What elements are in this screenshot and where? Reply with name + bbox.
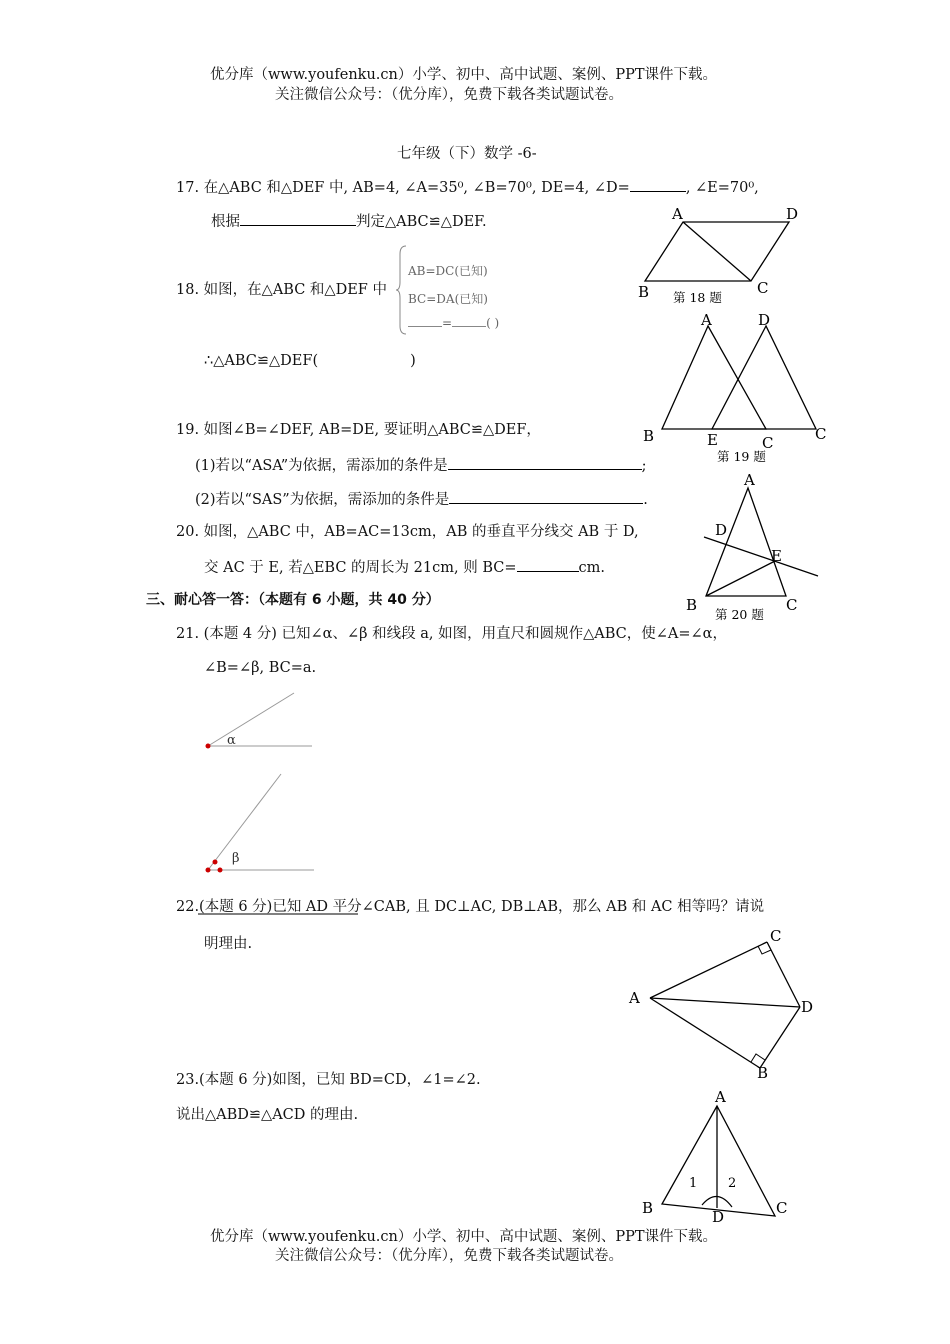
fig19-label-f: C — [815, 425, 827, 443]
q19-part-1 — [195, 455, 647, 475]
question-18: 18. 如图，在△ABC 和△DEF 中 — [176, 282, 387, 298]
fig18-caption: 第 18 题 — [673, 290, 722, 305]
q19-blank-asa[interactable] — [448, 455, 642, 470]
footer-line-1: 优分库（www.youfenku.cn）小学、初中、高中试题、案例、PPT课件下载。 — [210, 1229, 718, 1245]
question-19: 19. 如图∠B=∠DEF, AB=DE, 要证明△ABC≌△DEF， — [176, 422, 541, 438]
q19-part-2 — [195, 489, 648, 509]
question-22-line-2: 明理由. — [204, 936, 253, 952]
fig20-label-b: B — [686, 596, 698, 614]
q19-blank-sas[interactable] — [449, 489, 643, 504]
question-21-line-2: ∠B=∠β, BC=a. — [204, 660, 317, 676]
figure-22 — [620, 922, 830, 1084]
q17-blank-criterion[interactable] — [240, 211, 356, 226]
q20-text-2b: cm. — [578, 560, 605, 576]
fig22-label-b: B — [757, 1064, 769, 1082]
footer-line-2: 关注微信公众号：（优分库），免费下载各类试题试卷。 — [275, 1248, 623, 1264]
q19-part-2-end: . — [643, 492, 648, 508]
header-line-2: 关注微信公众号：（优分库），免费下载各类试题试卷。 — [275, 87, 623, 103]
fig19-label-e: E — [707, 431, 718, 449]
q18-brace-line-1: AB=DC(已知) — [408, 264, 488, 278]
fig20-label-c: C — [786, 596, 798, 614]
q18-brace-line-3 — [408, 314, 499, 332]
q21-angle-figures — [200, 688, 320, 878]
fig22-label-a: A — [629, 989, 640, 1007]
q19-part-2-text: (2)若以“SAS”为依据，需添加的条件是 — [195, 492, 450, 508]
fig20-label-d: D — [715, 521, 728, 539]
beta-label: β — [232, 851, 240, 866]
q18-brace-line-2: BC=DA(已知) — [408, 292, 488, 306]
angle-alpha-figure — [206, 693, 313, 749]
figure-18 — [630, 200, 810, 310]
fig19-label-c: C — [762, 434, 774, 452]
q18-conclusion-text: ∴△ABC≌△DEF( — [204, 353, 319, 369]
q20-text-2a: 交 AC 于 E, 若△EBC 的周长为 21cm, 则 BC= — [204, 560, 517, 576]
q18-conclusion — [204, 352, 416, 370]
section-3-heading: 三、耐心答一答：（本题有 6 小题，共 40 分） — [146, 592, 440, 608]
question-23-line-2: 说出△ABD≌△ACD 的理由. — [176, 1107, 359, 1123]
q18-brace-eq: = — [442, 316, 453, 330]
question-21: 21. (本题 4 分) 已知∠α、∠β 和线段 a, 如图，用直尺和圆规作△ABC，使∠A=∠α， — [176, 626, 727, 642]
question-20: 20. 如图，△ABC 中，AB=AC=13cm，AB 的垂直平分线交 AB 于 D, — [176, 524, 639, 540]
q18-brace-reason: ( ) — [486, 316, 500, 330]
fig22-label-d: D — [801, 998, 814, 1016]
fig19-label-d: D — [758, 311, 771, 329]
question-17-line-2 — [211, 211, 487, 231]
figure-19 — [635, 308, 835, 468]
fig18-label-a: A — [672, 205, 683, 223]
q17-text-a: 17. 在△ABC 和△DEF 中, AB=4, ∠A=35⁰, ∠B=70⁰, DE=4, ∠D= — [176, 180, 630, 196]
figure-20 — [680, 470, 830, 625]
q17-blank-angle-d[interactable] — [630, 177, 686, 192]
fig23-label-b: B — [642, 1199, 654, 1217]
fig20-label-e: E — [771, 547, 782, 565]
fig18-label-d: D — [786, 205, 799, 223]
question-22: 22.(本题 6 分)已知 AD 平分∠CAB, 且 DC⊥AC, DB⊥AB，那么 AB 和 AC 相等吗？请说 — [176, 899, 765, 915]
q22-strike-line — [198, 910, 360, 918]
q20-blank-bc[interactable] — [517, 557, 579, 572]
page-title: 七年级（下）数学 -6- — [397, 146, 537, 162]
fig20-caption: 第 20 题 — [715, 607, 764, 622]
question-20-line-2 — [204, 557, 605, 577]
q17-text-b: , ∠E=70⁰, — [685, 180, 759, 196]
angle-beta-figure — [206, 774, 315, 873]
fig19-label-a: A — [701, 311, 712, 329]
fig19-caption: 第 19 题 — [717, 449, 766, 464]
fig19-label-b: B — [643, 427, 655, 445]
q18-brace-blank-2[interactable] — [452, 315, 486, 327]
fig22-label-c: C — [770, 927, 782, 945]
fig23-label-a: A — [715, 1088, 726, 1106]
q17-text-c: 根据 — [211, 214, 240, 230]
fig18-label-b: B — [638, 283, 650, 301]
question-17 — [176, 177, 759, 197]
q18-brace-blank-1[interactable] — [408, 315, 442, 327]
figure-23 — [635, 1084, 805, 1229]
q19-part-1-text: (1)若以“ASA”为依据，需添加的条件是 — [195, 458, 448, 474]
fig23-label-c: C — [776, 1199, 788, 1217]
q17-text-d: 判定△ABC≌△DEF. — [356, 214, 487, 230]
fig20-label-a: A — [744, 471, 755, 489]
fig18-label-c: C — [757, 279, 769, 297]
alpha-label: α — [227, 733, 236, 748]
q19-part-1-end: ; — [641, 458, 647, 474]
q18-conclusion-close: ) — [410, 353, 416, 369]
fig23-label-d: D — [712, 1208, 725, 1226]
fig23-angle-2: 2 — [728, 1176, 737, 1191]
header-line-1: 优分库（www.youfenku.cn）小学、初中、高中试题、案例、PPT课件下载。 — [210, 67, 718, 83]
fig23-angle-1: 1 — [689, 1176, 698, 1191]
question-23: 23.(本题 6 分)如图，已知 BD=CD，∠1=∠2. — [176, 1072, 481, 1088]
